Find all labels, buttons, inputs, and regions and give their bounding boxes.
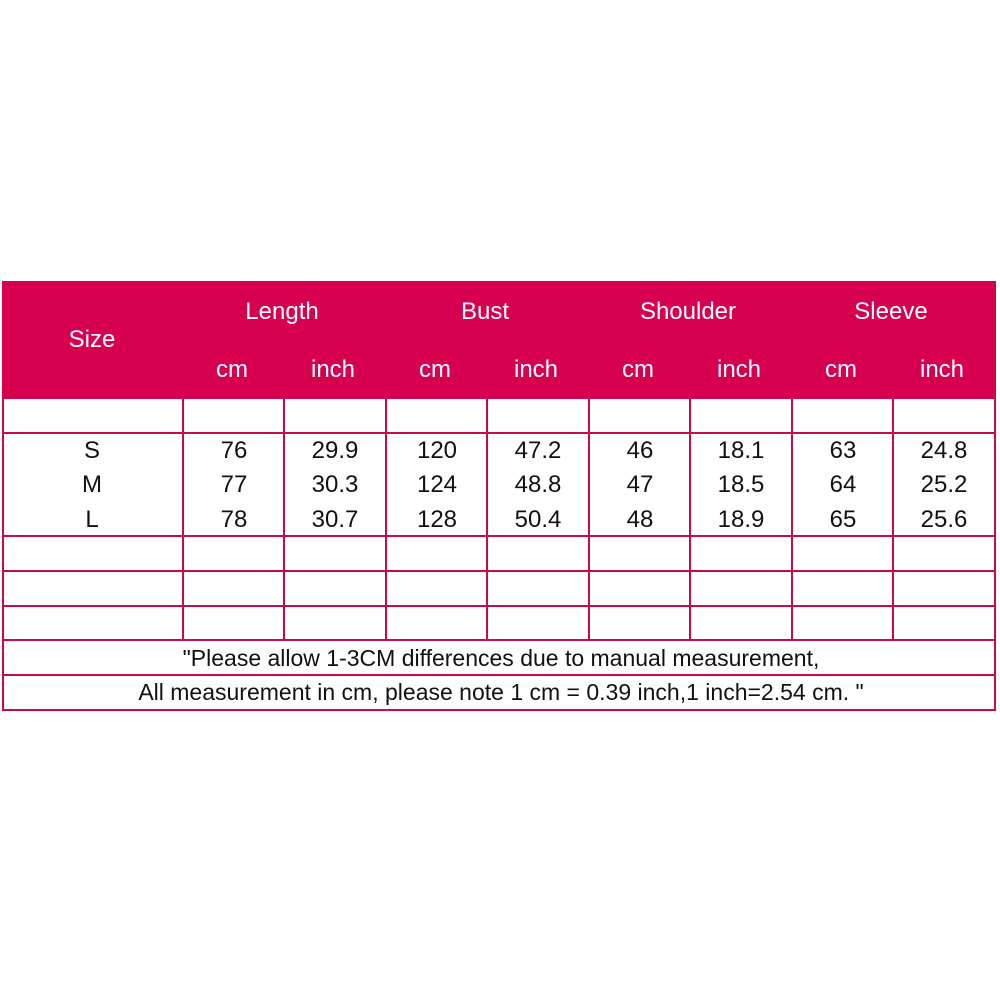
bust-group-label: Bust xyxy=(460,298,510,325)
length-cm-cell: 76 xyxy=(220,437,248,464)
shoulder-inch-cell: 18.1 xyxy=(717,437,765,464)
bust-inch-unit: inch xyxy=(513,356,559,383)
bust-inch-cell: 48.8 xyxy=(514,471,562,498)
sleeve-cm-cell: 63 xyxy=(829,437,857,464)
shoulder-inch-unit: inch xyxy=(716,356,762,383)
sleeve-inch-cell: 25.6 xyxy=(920,506,968,533)
sleeve-inch-unit: inch xyxy=(919,356,965,383)
size-cell: M xyxy=(82,471,102,498)
bust-cm-cell: 124 xyxy=(416,471,458,498)
row-divider xyxy=(4,535,994,537)
sleeve-inch-cell: 25.2 xyxy=(920,471,968,498)
shoulder-cm-cell: 48 xyxy=(626,506,654,533)
bust-cm-cell: 128 xyxy=(416,506,458,533)
row-divider xyxy=(4,570,994,572)
sleeve-cm-cell: 65 xyxy=(829,506,857,533)
bust-cm-unit: cm xyxy=(419,356,451,383)
row-divider xyxy=(4,639,994,641)
shoulder-inch-cell: 18.5 xyxy=(717,471,765,498)
shoulder-cm-cell: 46 xyxy=(626,437,654,464)
length-group-label: Length xyxy=(245,298,319,325)
size-cell: L xyxy=(85,506,99,533)
size-chart-header xyxy=(2,281,996,397)
row-divider xyxy=(4,674,994,676)
row-divider xyxy=(4,432,994,434)
bust-inch-cell: 50.4 xyxy=(514,506,562,533)
shoulder-inch-cell: 18.9 xyxy=(717,506,765,533)
shoulder-cm-unit: cm xyxy=(622,356,654,383)
length-inch-cell: 29.9 xyxy=(311,437,359,464)
shoulder-cm-cell: 47 xyxy=(626,471,654,498)
size-table-grid xyxy=(2,397,996,711)
sleeve-group-label: Sleeve xyxy=(854,298,928,325)
size-column-label: Size xyxy=(68,326,116,353)
measurement-note-line-1: "Please allow 1-3CM differences due to manual measurement, xyxy=(182,645,820,671)
length-inch-cell: 30.3 xyxy=(311,471,359,498)
measurement-note-line-2: All measurement in cm, please note 1 cm = 0.39 inch,1 inch=2.54 cm. " xyxy=(138,679,864,705)
length-inch-unit: inch xyxy=(310,356,356,383)
bust-inch-cell: 47.2 xyxy=(514,437,562,464)
sleeve-cm-cell: 64 xyxy=(829,471,857,498)
size-cell: S xyxy=(83,437,100,464)
sleeve-cm-unit: cm xyxy=(825,356,857,383)
shoulder-group-label: Shoulder xyxy=(639,298,737,325)
length-cm-cell: 78 xyxy=(220,506,248,533)
bust-cm-cell: 120 xyxy=(416,437,458,464)
size-chart xyxy=(2,281,996,711)
sleeve-inch-cell: 24.8 xyxy=(920,437,968,464)
length-cm-cell: 77 xyxy=(220,471,248,498)
length-inch-cell: 30.7 xyxy=(311,506,359,533)
length-cm-unit: cm xyxy=(216,356,248,383)
row-divider xyxy=(4,605,994,607)
